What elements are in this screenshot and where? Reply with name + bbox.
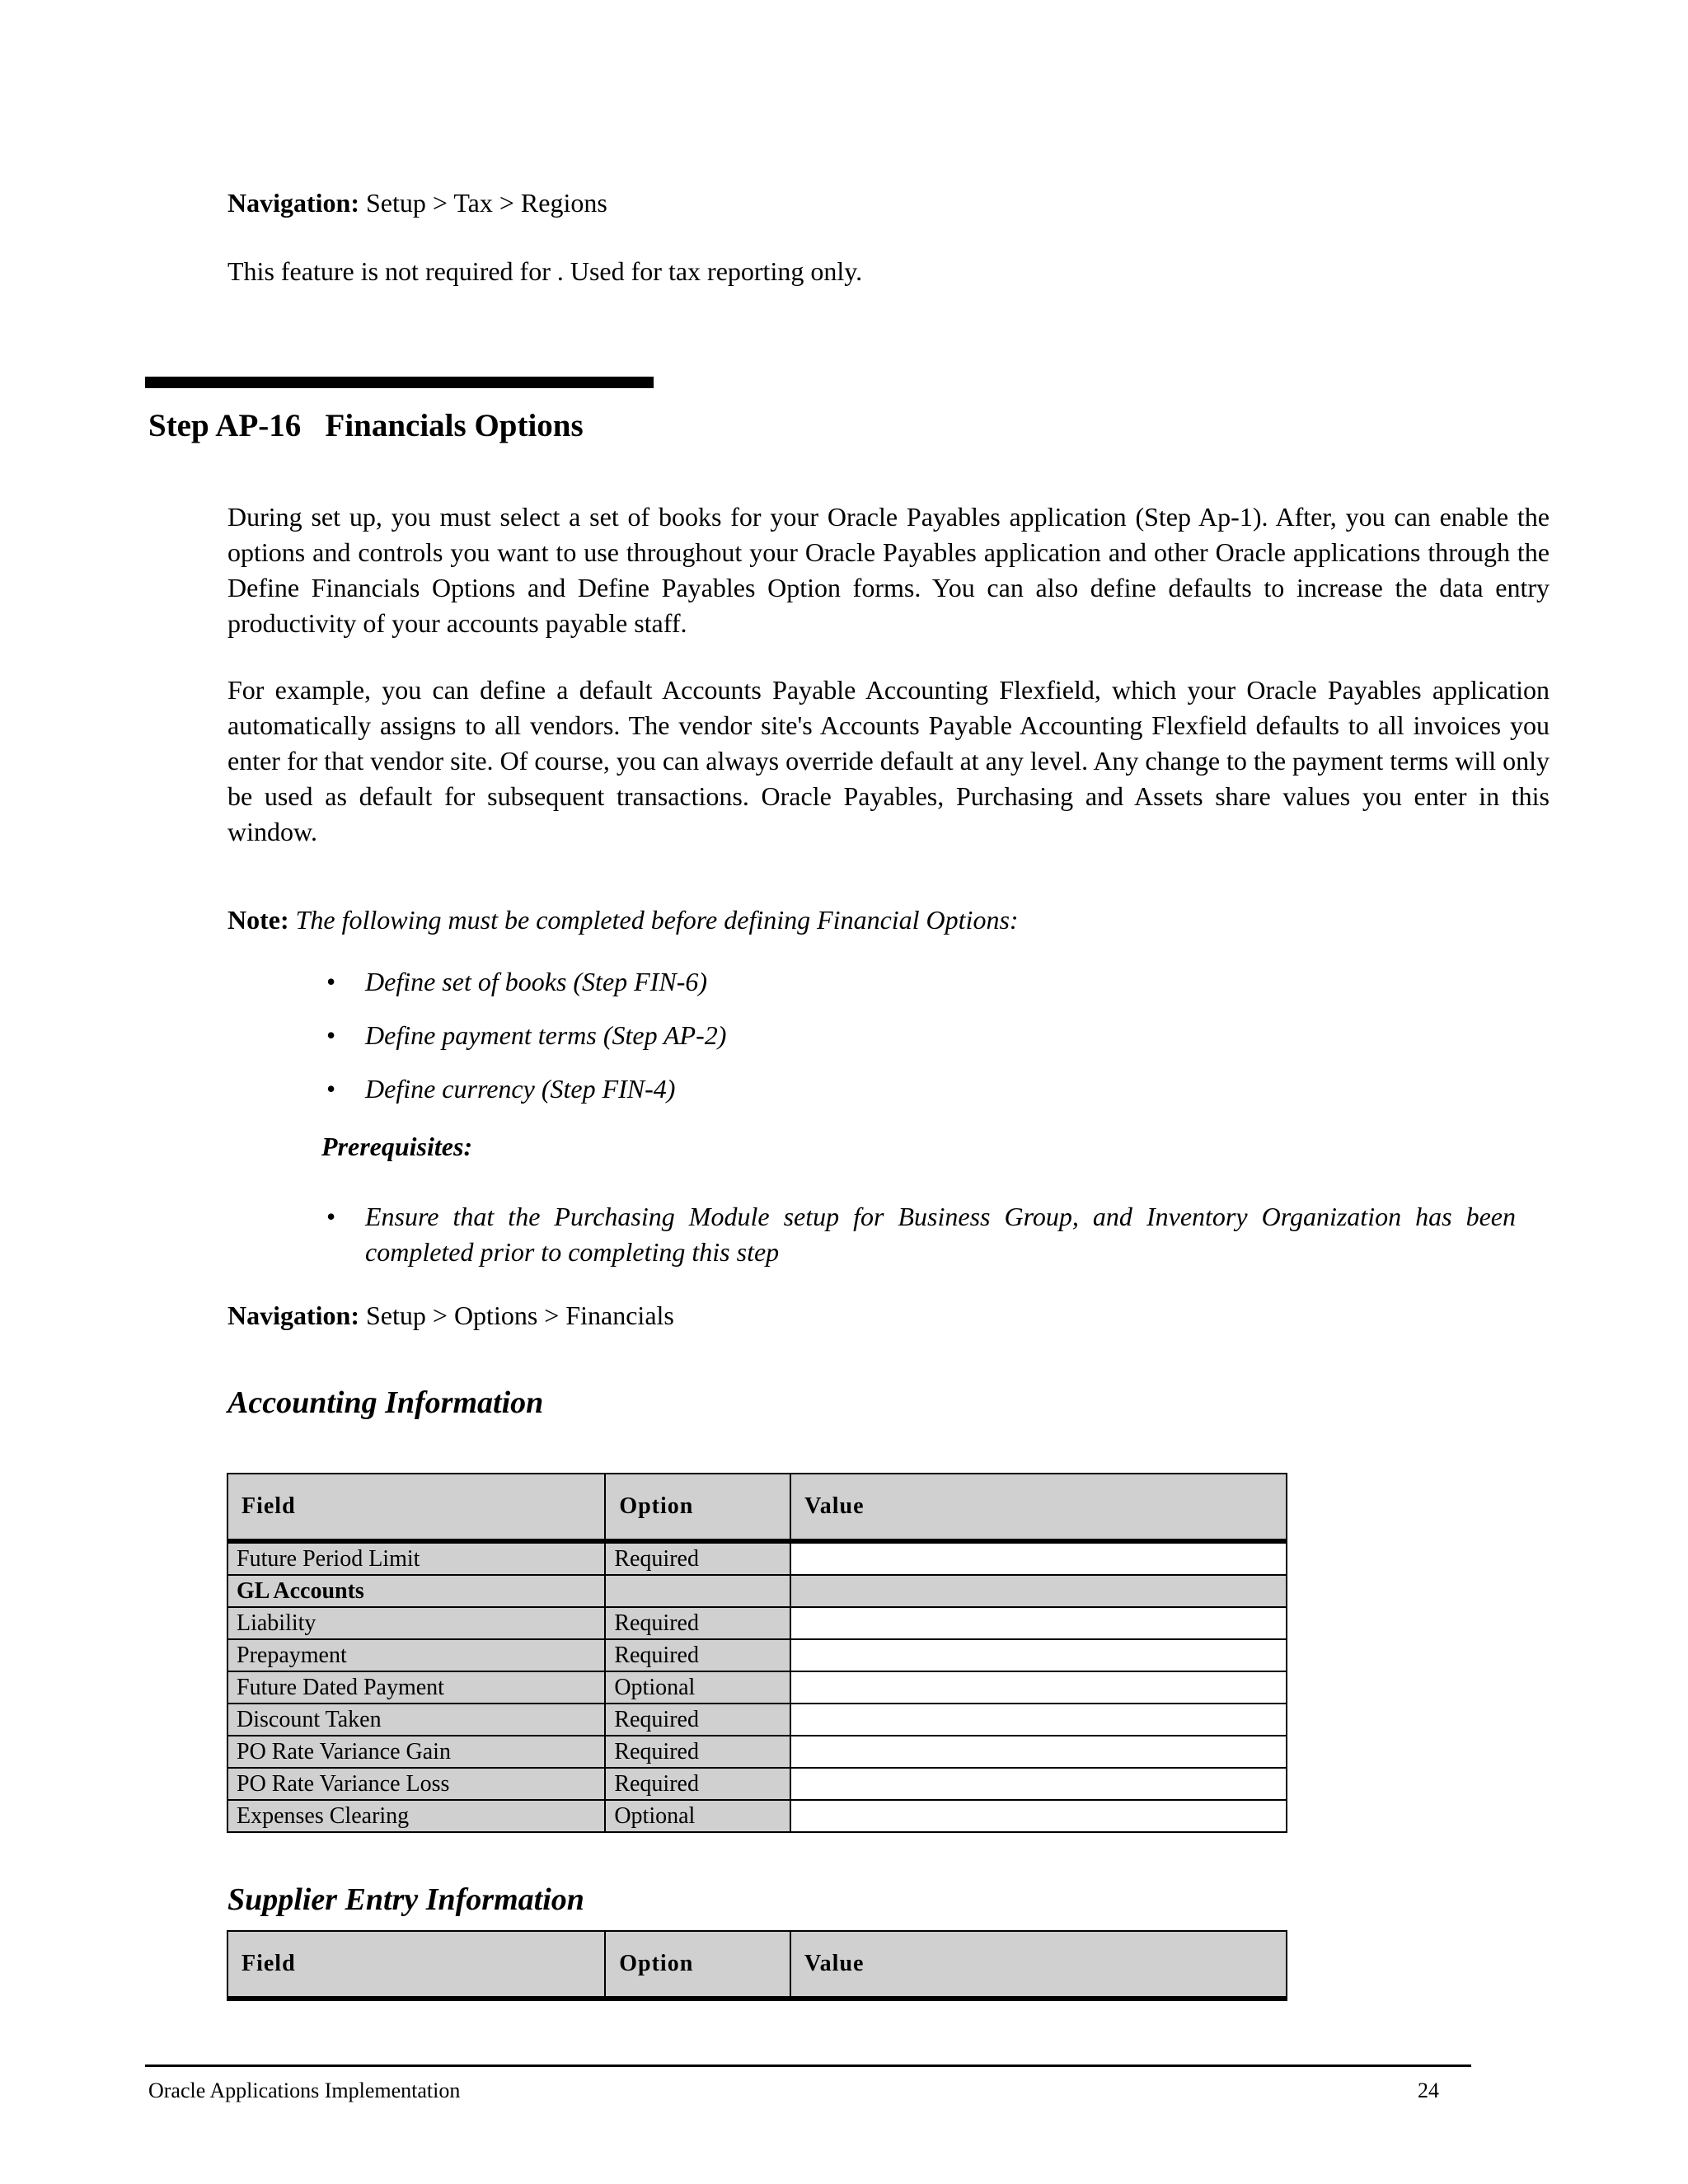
navigation-label: Navigation:: [227, 188, 359, 218]
value-cell[interactable]: [790, 1768, 1287, 1800]
table-row: [227, 1671, 1287, 1704]
accounting-heading: Accounting Information: [227, 1385, 544, 1420]
field-cell: PO Rate Variance Loss: [227, 1768, 605, 1800]
column-header-field: Field: [227, 1931, 605, 1999]
table-row: [227, 1575, 1287, 1607]
column-header-value: Value: [790, 1931, 1287, 1999]
option-cell: Required: [605, 1736, 790, 1768]
table-header-row: [227, 1931, 1287, 1999]
navigation-label: Navigation:: [227, 1301, 359, 1330]
field-cell: Liability: [227, 1607, 605, 1639]
column-header-option: Option: [605, 1931, 790, 1999]
value-cell[interactable]: [790, 1671, 1287, 1704]
prerequisite-item: Ensure that the Purchasing Module setup for Business Group, and Inventory Organization has been completed prior to completing this step: [365, 1202, 1516, 1267]
navigation-path: Setup > Options > Financials: [359, 1301, 674, 1330]
field-cell: Discount Taken: [227, 1704, 605, 1736]
table-header-row: [227, 1474, 1287, 1541]
supplier-table: [227, 1930, 1287, 2001]
footer-divider: [145, 2064, 1471, 2067]
regions-note: This feature is not required for . Used for tax reporting only.: [227, 256, 863, 286]
value-cell[interactable]: [790, 1704, 1287, 1736]
value-cell[interactable]: [790, 1800, 1287, 1832]
list-item: Define payment terms (Step AP-2): [365, 1020, 727, 1050]
table-row: [227, 1768, 1287, 1800]
field-cell: Expenses Clearing: [227, 1800, 605, 1832]
bullet-icon: •: [326, 967, 336, 996]
value-cell: [790, 1575, 1287, 1607]
list-item: Define set of books (Step FIN-6): [365, 967, 707, 996]
table-row: [227, 1800, 1287, 1832]
bullet-icon: •: [326, 1202, 336, 1231]
example-paragraph: For example, you can define a default Accounts Payable Accounting Flexfield, which your Oracle Payables application automatically assigns to all vendors. The vendor site's Accounts Payable Accounting Flexfield defaults to all invoices you enter for that vendor site. Of course, you can always override default at any level. Any change to the payment terms will only be used as default for subsequent transactions. Oracle Payables, Purchasing and Assets share values you enter in this window.: [227, 675, 1550, 846]
option-cell: [605, 1575, 790, 1607]
value-cell[interactable]: [790, 1607, 1287, 1639]
option-cell: Optional: [605, 1671, 790, 1704]
field-cell: Future Period Limit: [227, 1541, 605, 1575]
footer-title: Oracle Applications Implementation: [148, 2079, 461, 2102]
supplier-heading: Supplier Entry Information: [227, 1882, 584, 1917]
option-cell: Required: [605, 1639, 790, 1671]
bullet-icon: •: [326, 1020, 336, 1050]
value-cell[interactable]: [790, 1639, 1287, 1671]
navigation-path: Setup > Tax > Regions: [359, 188, 607, 218]
field-cell: Prepayment: [227, 1639, 605, 1671]
section-divider: [145, 377, 654, 388]
intro-paragraph: During set up, you must select a set of books for your Oracle Payables application (Step Ap-1). After, you can enable the options and controls you want to use throughout your Oracle Payables application and other Oracle applications through the Define Financials Options and Define Payables Option forms. You can also define defaults to increase the data entry productivity of your accounts payable staff.: [227, 502, 1550, 638]
column-header-field: Field: [227, 1474, 605, 1541]
value-cell[interactable]: [790, 1541, 1287, 1575]
navigation-line: [227, 1298, 1550, 1333]
list-item: Define currency (Step FIN-4): [365, 1074, 676, 1104]
navigation-line: [227, 185, 1550, 221]
step-title: Step AP-16 Financials Options: [148, 408, 584, 443]
note-text: The following must be completed before defining Financial Options:: [288, 905, 1019, 935]
table-row: [227, 1704, 1287, 1736]
value-cell[interactable]: [790, 1736, 1287, 1768]
table-row: [227, 1639, 1287, 1671]
table-row: [227, 1541, 1287, 1575]
prerequisites-heading: Prerequisites:: [321, 1132, 473, 1161]
option-cell: Required: [605, 1541, 790, 1575]
field-cell: GL Accounts: [227, 1575, 605, 1607]
column-header-value: Value: [790, 1474, 1287, 1541]
option-cell: Optional: [605, 1800, 790, 1832]
column-header-option: Option: [605, 1474, 790, 1541]
field-cell: Future Dated Payment: [227, 1671, 605, 1704]
accounting-table: [227, 1473, 1287, 1833]
page-number: 24: [1418, 2079, 1439, 2102]
option-cell: Required: [605, 1704, 790, 1736]
bullet-icon: •: [326, 1074, 336, 1104]
table-row: [227, 1607, 1287, 1639]
option-cell: Required: [605, 1607, 790, 1639]
field-cell: PO Rate Variance Gain: [227, 1736, 605, 1768]
prerequisite-note: [227, 902, 1550, 938]
option-cell: Required: [605, 1768, 790, 1800]
table-row: [227, 1736, 1287, 1768]
note-label: Note:: [227, 905, 289, 935]
